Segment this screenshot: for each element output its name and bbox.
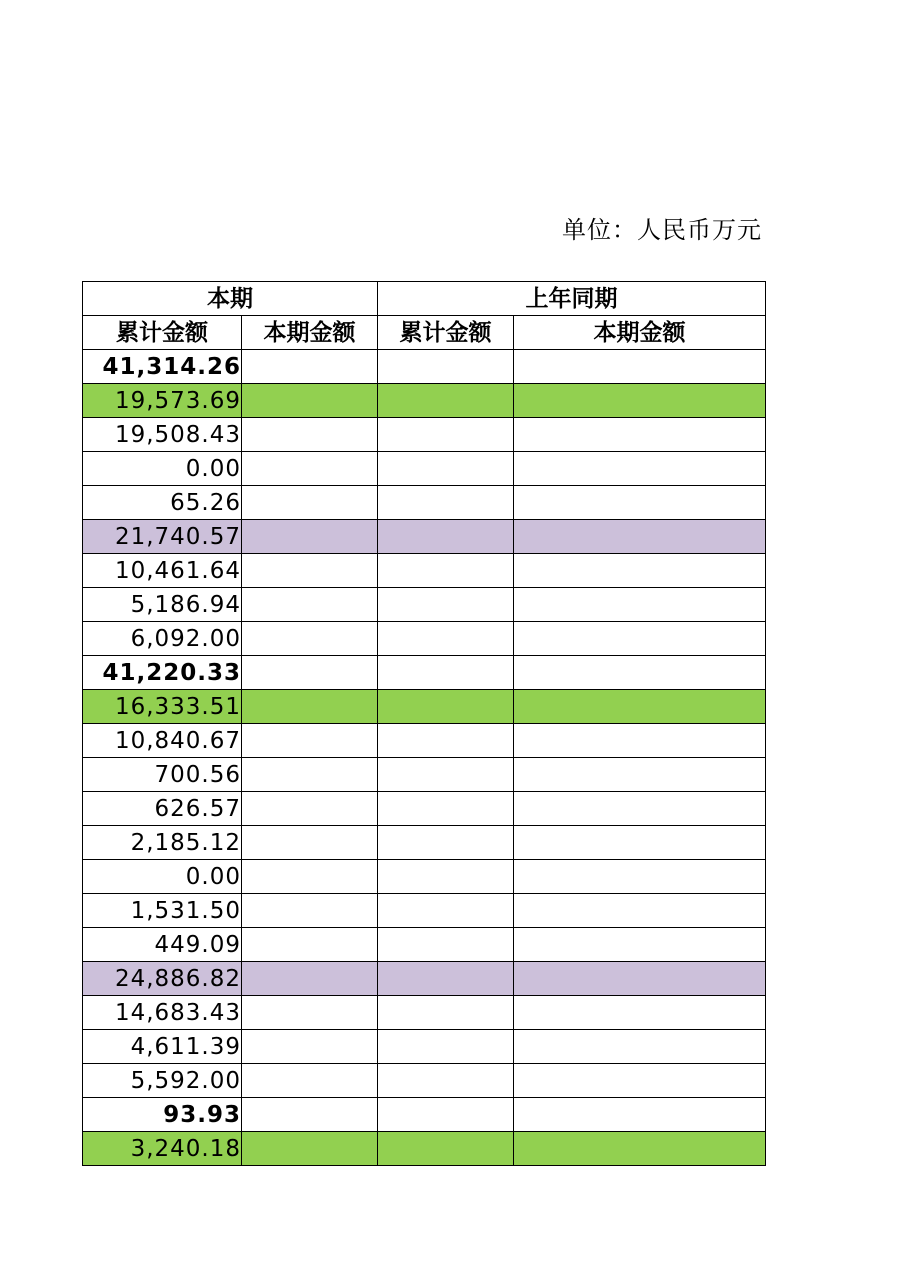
period-amount-cell[interactable] (242, 1064, 378, 1098)
prior-cumulative-amount-cell[interactable] (378, 1030, 514, 1064)
prior-cumulative-amount-cell[interactable] (378, 1132, 514, 1166)
prior-period-amount-cell[interactable] (514, 1064, 766, 1098)
prior-cumulative-amount-cell[interactable] (378, 656, 514, 690)
period-amount-cell[interactable] (242, 1030, 378, 1064)
cumulative-amount-cell[interactable]: 5,186.94 (83, 588, 242, 622)
header-prior-cumulative-amount: 累计金额 (378, 316, 514, 350)
cumulative-amount-cell[interactable]: 626.57 (83, 792, 242, 826)
cumulative-amount-cell[interactable]: 1,531.50 (83, 894, 242, 928)
prior-period-amount-cell[interactable] (514, 622, 766, 656)
prior-period-amount-cell[interactable] (514, 554, 766, 588)
prior-period-amount-cell[interactable] (514, 1098, 766, 1132)
prior-cumulative-amount-cell[interactable] (378, 826, 514, 860)
cumulative-amount-cell[interactable]: 41,314.26 (83, 350, 242, 384)
table-body (83, 350, 766, 1166)
cumulative-amount-cell[interactable]: 2,185.12 (83, 826, 242, 860)
table-header (83, 282, 766, 350)
table-row (83, 588, 766, 622)
prior-cumulative-amount-cell[interactable] (378, 384, 514, 418)
prior-cumulative-amount-cell[interactable] (378, 1064, 514, 1098)
table-row (83, 452, 766, 486)
prior-cumulative-amount-cell[interactable] (378, 554, 514, 588)
table-row (83, 996, 766, 1030)
cumulative-amount-cell[interactable]: 4,611.39 (83, 1030, 242, 1064)
header-current-period: 本期 (83, 282, 378, 316)
header-column-row (83, 316, 766, 350)
table-row (83, 1132, 766, 1166)
header-cumulative-amount: 累计金额 (83, 316, 242, 350)
table-row (83, 826, 766, 860)
table-row (83, 1098, 766, 1132)
prior-period-amount-cell[interactable] (514, 588, 766, 622)
cumulative-amount-cell[interactable]: 16,333.51 (83, 690, 242, 724)
cumulative-amount-cell[interactable]: 10,461.64 (83, 554, 242, 588)
header-group-row (83, 282, 766, 316)
cumulative-amount-cell[interactable]: 10,840.67 (83, 724, 242, 758)
period-amount-cell[interactable] (242, 452, 378, 486)
prior-cumulative-amount-cell[interactable] (378, 962, 514, 996)
period-amount-cell[interactable] (242, 724, 378, 758)
table-row (83, 554, 766, 588)
prior-period-amount-cell[interactable] (514, 792, 766, 826)
period-amount-cell[interactable] (242, 1098, 378, 1132)
prior-period-amount-cell[interactable] (514, 996, 766, 1030)
cumulative-amount-cell[interactable]: 0.00 (83, 452, 242, 486)
prior-cumulative-amount-cell[interactable] (378, 860, 514, 894)
period-amount-cell[interactable] (242, 690, 378, 724)
prior-cumulative-amount-cell[interactable] (378, 486, 514, 520)
unit-label: 单位：人民币万元 (562, 216, 762, 244)
prior-period-amount-cell[interactable] (514, 894, 766, 928)
prior-period-amount-cell[interactable] (514, 690, 766, 724)
table-row (83, 690, 766, 724)
cumulative-amount-cell[interactable]: 93.93 (83, 1098, 242, 1132)
prior-period-amount-cell[interactable] (514, 384, 766, 418)
cumulative-amount-cell[interactable]: 14,683.43 (83, 996, 242, 1030)
period-amount-cell[interactable] (242, 894, 378, 928)
cumulative-amount-cell[interactable]: 0.00 (83, 860, 242, 894)
period-amount-cell[interactable] (242, 962, 378, 996)
cumulative-amount-cell[interactable]: 21,740.57 (83, 520, 242, 554)
prior-cumulative-amount-cell[interactable] (378, 928, 514, 962)
prior-period-amount-cell[interactable] (514, 962, 766, 996)
table-row (83, 350, 766, 384)
table-row (83, 656, 766, 690)
prior-cumulative-amount-cell[interactable] (378, 350, 514, 384)
table-row (83, 894, 766, 928)
cumulative-amount-cell[interactable]: 19,573.69 (83, 384, 242, 418)
prior-cumulative-amount-cell[interactable] (378, 452, 514, 486)
period-amount-cell[interactable] (242, 520, 378, 554)
table-row (83, 418, 766, 452)
header-period-amount: 本期金额 (242, 316, 378, 350)
prior-period-amount-cell[interactable] (514, 656, 766, 690)
period-amount-cell[interactable] (242, 656, 378, 690)
prior-period-amount-cell[interactable] (514, 350, 766, 384)
period-amount-cell[interactable] (242, 622, 378, 656)
cumulative-amount-cell[interactable]: 41,220.33 (83, 656, 242, 690)
period-amount-cell[interactable] (242, 996, 378, 1030)
table-row (83, 792, 766, 826)
prior-cumulative-amount-cell[interactable] (378, 690, 514, 724)
period-amount-cell[interactable] (242, 758, 378, 792)
prior-cumulative-amount-cell[interactable] (378, 724, 514, 758)
table-row (83, 1064, 766, 1098)
table-row (83, 1030, 766, 1064)
period-amount-cell[interactable] (242, 350, 378, 384)
prior-cumulative-amount-cell[interactable] (378, 418, 514, 452)
prior-period-amount-cell[interactable] (514, 418, 766, 452)
prior-period-amount-cell[interactable] (514, 860, 766, 894)
report-table (82, 281, 766, 1166)
prior-period-amount-cell[interactable] (514, 758, 766, 792)
table-row (83, 928, 766, 962)
cumulative-amount-cell[interactable]: 700.56 (83, 758, 242, 792)
period-amount-cell[interactable] (242, 792, 378, 826)
cumulative-amount-cell[interactable]: 65.26 (83, 486, 242, 520)
prior-period-amount-cell[interactable] (514, 452, 766, 486)
table-row (83, 724, 766, 758)
cumulative-amount-cell[interactable]: 3,240.18 (83, 1132, 242, 1166)
period-amount-cell[interactable] (242, 486, 378, 520)
period-amount-cell[interactable] (242, 860, 378, 894)
table-row (83, 622, 766, 656)
prior-cumulative-amount-cell[interactable] (378, 520, 514, 554)
table-row (83, 758, 766, 792)
prior-period-amount-cell[interactable] (514, 1030, 766, 1064)
cumulative-amount-cell[interactable]: 449.09 (83, 928, 242, 962)
prior-period-amount-cell[interactable] (514, 486, 766, 520)
period-amount-cell[interactable] (242, 928, 378, 962)
cumulative-amount-cell[interactable]: 24,886.82 (83, 962, 242, 996)
prior-cumulative-amount-cell[interactable] (378, 996, 514, 1030)
header-prior-year-period: 上年同期 (378, 282, 766, 316)
table-row (83, 962, 766, 996)
header-prior-period-amount: 本期金额 (514, 316, 766, 350)
prior-period-amount-cell[interactable] (514, 520, 766, 554)
prior-cumulative-amount-cell[interactable] (378, 622, 514, 656)
cumulative-amount-cell[interactable]: 5,592.00 (83, 1064, 242, 1098)
prior-cumulative-amount-cell[interactable] (378, 792, 514, 826)
table-row (83, 860, 766, 894)
table-row (83, 520, 766, 554)
prior-cumulative-amount-cell[interactable] (378, 588, 514, 622)
cumulative-amount-cell[interactable]: 6,092.00 (83, 622, 242, 656)
period-amount-cell[interactable] (242, 418, 378, 452)
prior-period-amount-cell[interactable] (514, 1132, 766, 1166)
period-amount-cell[interactable] (242, 384, 378, 418)
prior-cumulative-amount-cell[interactable] (378, 758, 514, 792)
prior-period-amount-cell[interactable] (514, 826, 766, 860)
prior-period-amount-cell[interactable] (514, 928, 766, 962)
period-amount-cell[interactable] (242, 554, 378, 588)
prior-period-amount-cell[interactable] (514, 724, 766, 758)
period-amount-cell[interactable] (242, 588, 378, 622)
table-row (83, 384, 766, 418)
prior-cumulative-amount-cell[interactable] (378, 894, 514, 928)
period-amount-cell[interactable] (242, 1132, 378, 1166)
table-row (83, 486, 766, 520)
prior-cumulative-amount-cell[interactable] (378, 1098, 514, 1132)
period-amount-cell[interactable] (242, 826, 378, 860)
cumulative-amount-cell[interactable]: 19,508.43 (83, 418, 242, 452)
